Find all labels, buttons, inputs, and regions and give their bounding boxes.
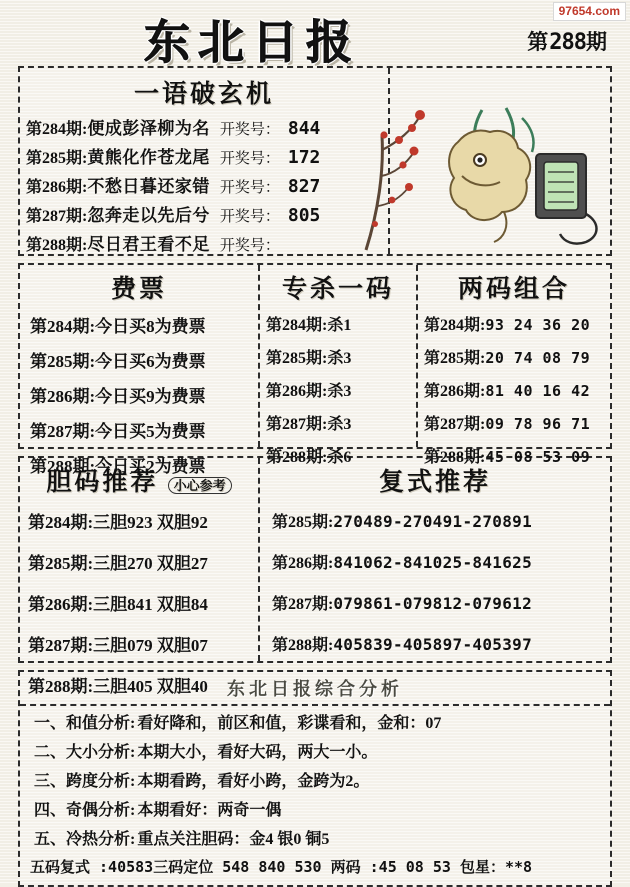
row-text: 今日买5为费票 [95,422,206,441]
row-text: 三胆405 双胆40 [93,677,208,696]
row-text: 三胆079 双胆07 [93,636,208,655]
two-code-combo-title: 两码组合 [457,276,570,303]
row-phrase: 黄熊化作苍龙尾 [87,148,210,167]
row-index: 三、 [34,773,67,790]
analysis-title: 东北日报综合分析 [227,679,403,699]
draw-number: 172 [287,147,321,168]
analysis-row [20,823,610,852]
row-issue: 第288期: [266,449,328,466]
row-index: 二、 [34,744,67,761]
table-row [418,373,610,406]
row-label: 跨度分析: [66,773,136,790]
row-issue: 第285期: [424,350,486,367]
dan-title-note: 小心参考 [168,477,232,494]
three-column-section [18,263,612,476]
row-issue: 第288期: [26,237,88,254]
table-row [20,342,258,377]
row-label: 和值分析: [66,715,136,732]
kill-one-column [260,265,418,466]
masthead-title: 东北日报 [144,17,360,68]
row-text: 杀3 [327,350,352,367]
riddle-section [18,66,612,256]
row-text: 本期看跨，看好小跨，金跨为2。 [137,773,370,790]
row-text: 本期大小，看好大码，两大一小。 [137,744,378,761]
fushi-recommend-title: 复式推荐 [378,469,491,496]
row-text: 405839-405897-405397 [333,635,532,654]
row-phrase: 尽日君王看不足 [87,235,210,254]
row-label: 奇偶分析: [66,802,136,819]
draw-label: 开奖号： [219,122,280,138]
row-issue: 第288期: [272,637,334,654]
table-row [20,500,258,541]
draw-number: 827 [287,176,321,197]
row-phrase: 便成彭泽柳为名 [87,119,210,138]
row-issue: 第287期: [26,208,88,225]
row-text: 杀1 [327,317,352,334]
kill-one-title: 专杀一码 [281,276,394,303]
table-row [260,373,416,406]
row-index: 四、 [34,802,67,819]
table-row [260,541,610,582]
issue-prefix: 第 [527,30,550,54]
row-text: 841062-841025-841625 [333,553,532,572]
row-issue: 第284期: [266,317,328,334]
row-text: 81 40 16 42 [485,382,591,400]
table-row [20,412,258,447]
table-row [20,582,258,623]
analysis-row [20,765,610,794]
table-row [20,541,258,582]
issue-label [527,26,608,56]
fushi-recommend-column [260,458,610,661]
row-issue: 第284期: [28,513,94,532]
row-text: 杀3 [327,416,352,433]
row-text: 079861-079812-079612 [333,594,532,613]
row-issue: 第285期: [28,554,94,573]
table-row [260,623,610,664]
row-issue: 第285期: [26,150,88,167]
row-issue: 第287期: [28,636,94,655]
dan-recommend-column [20,458,260,696]
row-label: 大小分析: [66,744,136,761]
issue-suffix: 期 [586,30,608,54]
analysis-row [20,736,610,765]
row-issue: 第287期: [266,416,328,433]
row-text: 三胆923 双胆92 [93,513,208,532]
table-row [260,582,610,623]
row-index: 一、 [34,715,67,732]
analysis-row [20,707,610,736]
table-row [418,340,610,373]
row-text: 今日买2为费票 [95,457,206,476]
row-issue: 第288期: [424,449,486,466]
row-issue: 第286期: [424,383,486,400]
table-row [418,406,610,439]
table-row [20,307,258,342]
table-row [418,307,610,340]
table-row [260,500,610,541]
site-watermark: 97654.com [553,2,626,21]
analysis-row [20,794,610,823]
row-text: 本期看好：两奇一偶 [137,802,282,819]
row-text: 今日买6为费票 [95,352,206,371]
row-phrase: 不愁日暮还家错 [87,177,210,196]
row-issue: 第287期: [424,416,486,433]
row-issue: 第285期: [266,350,328,367]
feipiao-title: 费票 [110,276,167,303]
two-code-combo-column [418,265,610,466]
table-row [260,340,416,373]
row-issue: 第285期: [272,514,334,531]
row-issue: 第288期: [30,457,96,476]
row-text: 三胆270 双胆27 [93,554,208,573]
draw-label: 开奖号： [219,238,280,254]
row-issue: 第287期: [30,422,96,441]
feipiao-column [20,265,260,476]
row-label: 冷热分析: [66,831,136,848]
draw-label: 开奖号： [219,151,280,167]
plum-blossom-illustration [354,102,610,252]
riddle-list [20,68,390,254]
row-issue: 第286期: [28,595,94,614]
page-header [0,0,630,66]
riddle-title: 一语破玄机 [133,81,274,108]
row-text: 今日买9为费票 [95,387,206,406]
row-text: 杀6 [327,449,352,466]
row-text: 重点关注胆码：金4 银0 铜5 [137,831,330,848]
row-issue: 第284期: [26,121,88,138]
table-row [20,199,388,228]
row-text: 20 74 08 79 [485,349,591,367]
row-issue: 第286期: [272,555,334,572]
row-issue: 第288期: [28,677,94,696]
row-text: 看好降和，前区和值，彩谍看和，金和：07 [137,715,442,732]
table-row [20,664,258,705]
row-index: 五、 [34,831,67,848]
table-row [260,406,416,439]
table-row [20,228,388,257]
dan-title-text: 胆码推荐 [46,469,159,496]
row-text: 09 78 96 71 [485,415,591,433]
table-row [20,623,258,664]
row-text: 杀3 [327,383,352,400]
issue-number: 288 [549,30,586,55]
analysis-footer [20,852,610,880]
row-text: 45 08 53 09 [485,448,591,466]
row-issue: 第284期: [30,317,96,336]
row-issue: 第287期: [272,596,334,613]
row-issue: 第284期: [424,317,486,334]
footer-text: 五码复式 :40583三码定位 548 840 530 两码 :45 08 53 包星：**8 [30,858,533,876]
table-row [260,307,416,340]
row-text: 93 24 36 20 [485,316,591,334]
row-issue: 第286期: [30,387,96,406]
row-issue: 第286期: [266,383,328,400]
draw-number: 805 [287,205,321,226]
table-row [20,112,388,141]
row-issue: 第285期: [30,352,96,371]
dan-recommend-title [20,458,258,500]
row-text: 今日买8为费票 [95,317,206,336]
draw-number: 844 [287,118,321,139]
table-row [20,377,258,412]
draw-label: 开奖号： [219,209,280,225]
row-text: 三胆841 双胆84 [93,595,208,614]
table-row [20,170,388,199]
row-text: 270489-270491-270891 [333,512,532,531]
row-issue: 第286期: [26,179,88,196]
draw-label: 开奖号： [219,180,280,196]
table-row [20,141,388,170]
row-phrase: 忽奔走以先后兮 [87,206,210,225]
